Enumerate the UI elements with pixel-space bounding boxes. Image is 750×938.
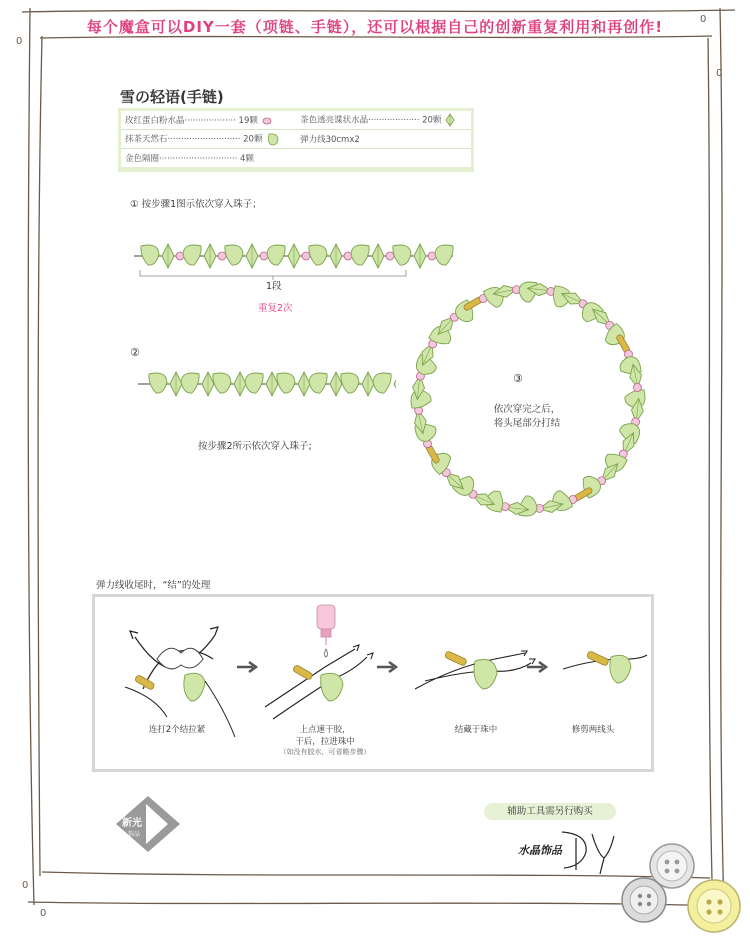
material-cell: 茶色透亮谍状水晶··················· 20颗 xyxy=(296,111,471,130)
svg-text:0: 0 xyxy=(700,14,707,25)
table-row xyxy=(121,111,471,130)
material-cell: 金色隔圈····························· 4颗 xyxy=(125,154,254,164)
caption-glue-line2: 干后，拉进珠中 xyxy=(295,737,355,747)
green-stone-bead xyxy=(277,373,295,393)
green-stone-bead xyxy=(267,245,285,265)
green-stone-bead xyxy=(309,245,327,265)
logo-subtext: 饰品 xyxy=(127,831,141,838)
green-stone-bead xyxy=(373,373,391,393)
pink-bead xyxy=(633,384,641,392)
knot-heading: 弹力线收尾时，“结”的处理 xyxy=(96,580,211,591)
caption-glue xyxy=(255,723,395,757)
caption-hide-knot: 结藏于珠中 xyxy=(454,725,498,735)
hidden-knot-diagram xyxy=(415,651,535,689)
arrow-icon xyxy=(237,662,256,672)
step2-bead-strand xyxy=(136,362,396,406)
step1-instruction xyxy=(130,196,262,210)
material-cell xyxy=(296,149,471,168)
caption-glue-line1: 上点速干胶， xyxy=(299,725,351,735)
diy-signature-mark xyxy=(558,828,618,876)
step3-text xyxy=(492,401,562,429)
svg-text:0: 0 xyxy=(40,908,47,919)
materials-table xyxy=(118,108,474,172)
page-title: 雪の轻语(手链) xyxy=(120,88,224,106)
glue-diagram xyxy=(265,605,373,719)
step1-number: ① xyxy=(130,199,139,210)
pink-bead xyxy=(386,252,394,260)
pink-bead xyxy=(302,252,310,260)
bracelet-ring xyxy=(396,270,660,528)
caption-trim: 修剪两线头 xyxy=(571,725,615,735)
green-stone-bead xyxy=(245,373,263,393)
step2-text: 按步骤2所示依次穿入珠子; xyxy=(198,441,312,452)
step1-text: 按步骤1图示依次穿入珠子； xyxy=(141,199,262,210)
green-stone-bead xyxy=(213,373,231,393)
decorative-buttons xyxy=(614,842,748,936)
green-stone-bead xyxy=(309,373,327,393)
material-cell: 玫红蛋白粉水晶··················· 19颗 xyxy=(121,111,296,130)
step3-number: ③ xyxy=(513,372,523,385)
signature-text: 水晶饰品 xyxy=(518,844,562,857)
caption-glue-line3: （如没有胶水，可省略步骤） xyxy=(279,748,371,756)
step3-line2: 将头尾部分打结 xyxy=(493,418,561,429)
trimmed-knot-diagram xyxy=(563,651,647,683)
top-banner: 每个魔盒可以DIY一套（项链、手链），还可以根据自己的创新重复利用和再创作! xyxy=(86,18,664,36)
step2-number: ② xyxy=(130,346,140,359)
green-stone-bead xyxy=(149,373,167,393)
arrow-icon xyxy=(377,662,396,672)
xinguang-logo xyxy=(110,790,186,858)
diamond-crystal-icon xyxy=(445,113,455,127)
step3-line1: 依次穿完之后， xyxy=(493,404,561,415)
repeat-label: 重复2次 xyxy=(258,303,293,314)
svg-text:0: 0 xyxy=(22,880,29,891)
segment-label: 1段 xyxy=(266,281,282,292)
material-cell: 弹力线30cmx2 xyxy=(296,130,471,149)
logo-text: 新光 xyxy=(122,818,142,829)
pink-bead xyxy=(218,252,226,260)
green-stone-icon xyxy=(266,132,280,146)
table-row xyxy=(121,130,471,149)
green-stone-bead xyxy=(341,373,359,393)
green-stone-bead xyxy=(141,245,159,265)
green-stone-bead xyxy=(183,245,201,265)
tools-note: 辅助工具需另行购买 xyxy=(484,803,616,820)
green-stone-bead xyxy=(393,245,411,265)
knot-tie-diagram xyxy=(125,627,235,737)
green-stone-bead xyxy=(181,373,199,393)
svg-text:0: 0 xyxy=(16,36,23,47)
green-stone-bead xyxy=(435,245,453,265)
green-stone-bead xyxy=(225,245,243,265)
material-cell: 抹茶天然石··························· 20颗 xyxy=(121,130,296,149)
green-stone-bead xyxy=(351,245,369,265)
table-row xyxy=(121,149,471,168)
svg-text:0: 0 xyxy=(716,68,723,79)
pink-bead-icon xyxy=(262,117,272,125)
caption-tie: 连打2个结拉紧 xyxy=(148,725,206,735)
knot-diagram-box xyxy=(92,594,654,772)
